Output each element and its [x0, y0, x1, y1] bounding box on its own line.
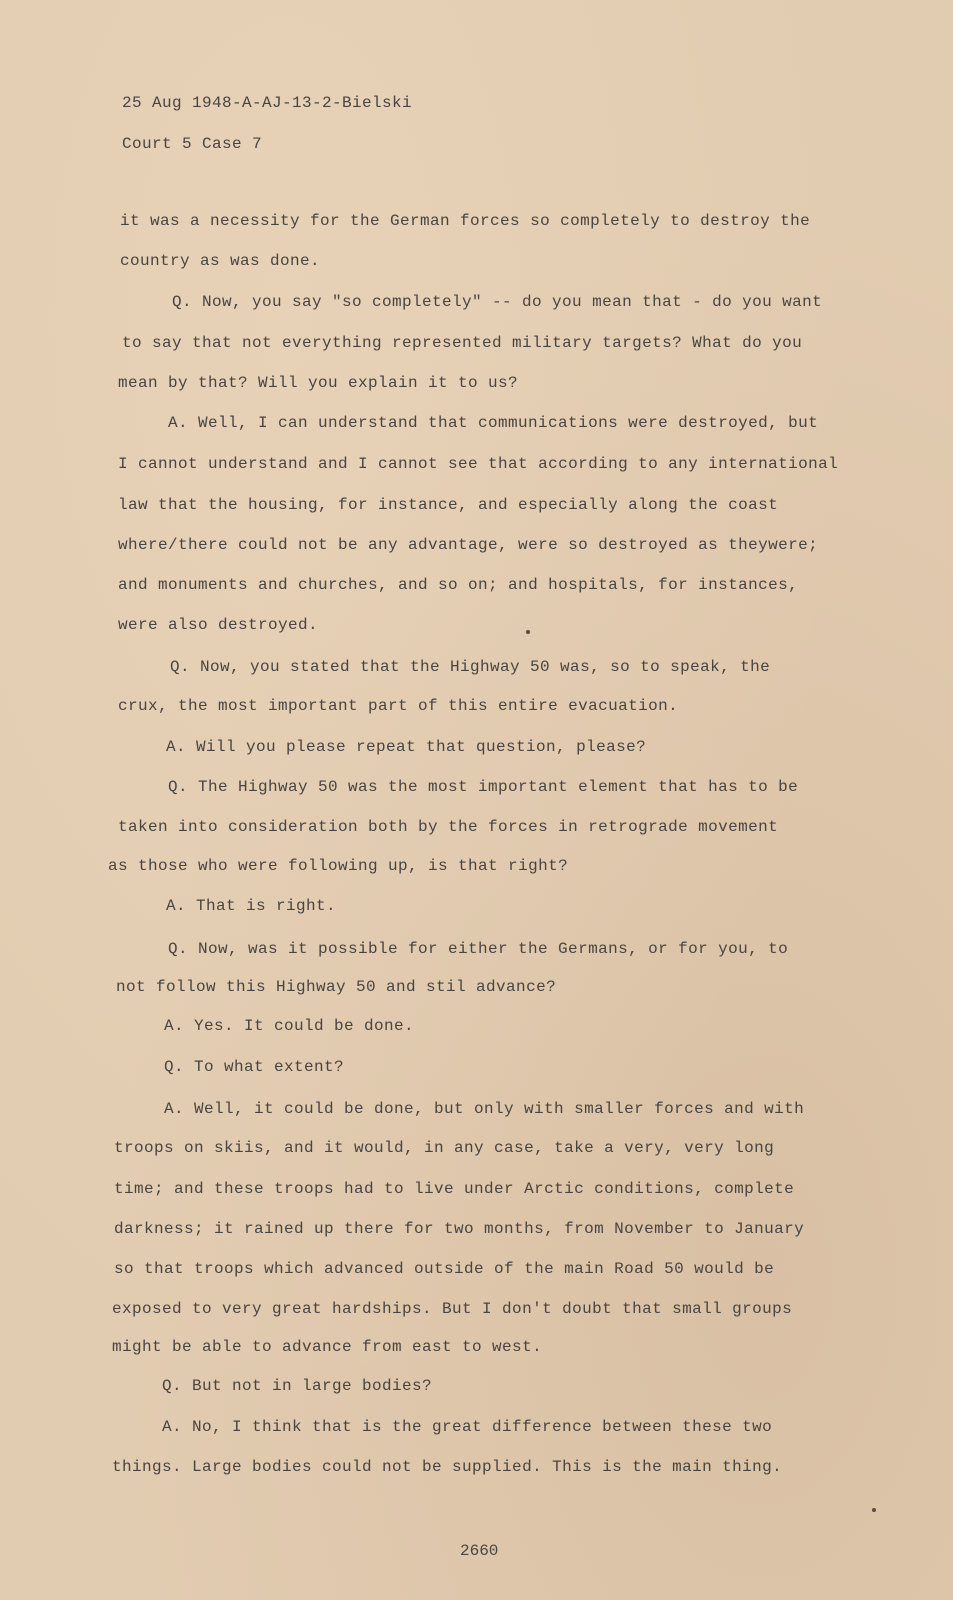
transcript-line: A. Well, I can understand that communications were destroyed, but — [168, 414, 819, 432]
transcript-line: might be able to advance from east to west. — [112, 1338, 543, 1356]
transcript-line: as those who were following up, is that right? — [108, 857, 569, 875]
transcript-line: exposed to very great hardships. But I don't doubt that small groups — [112, 1300, 793, 1318]
transcript-line: troops on skiis, and it would, in any case, take a very, very long — [114, 1139, 775, 1157]
transcript-line: country as was done. — [120, 252, 321, 270]
transcript-line: it was a necessity for the German forces so completely to destroy the — [120, 212, 811, 230]
paper-speck — [872, 1508, 876, 1512]
transcript-line: darkness; it rained up there for two months, from November to January — [114, 1220, 805, 1238]
transcript-line: A. Will you please repeat that question, please? — [166, 738, 647, 756]
transcript-line: Q. But not in large bodies? — [162, 1377, 433, 1395]
header-court-case: Court 5 Case 7 — [122, 135, 263, 153]
transcript-line: and monuments and churches, and so on; and hospitals, for instances, — [118, 576, 799, 594]
transcript-line: mean by that? Will you explain it to us? — [118, 374, 519, 392]
transcript-line: A. Well, it could be done, but only with smaller forces and with — [164, 1100, 805, 1118]
transcript-line: crux, the most important part of this entire evacuation. — [118, 697, 679, 715]
transcript-line: not follow this Highway 50 and stil advance? — [116, 978, 557, 996]
transcript-line: taken into consideration both by the forces in retrograde movement — [118, 818, 779, 836]
transcript-line: to say that not everything represented military targets? What do you — [122, 334, 803, 352]
transcript-line: where/there could not be any advantage, were so destroyed as theywere; — [118, 536, 819, 554]
transcript-line: things. Large bodies could not be supplied. This is the main thing. — [112, 1458, 783, 1476]
transcript-line: I cannot understand and I cannot see that according to any international — [118, 455, 839, 473]
transcript-line: time; and these troops had to live under Arctic conditions, complete — [114, 1180, 795, 1198]
transcript-line: A. No, I think that is the great difference between these two — [162, 1418, 773, 1436]
transcript-line: Q. Now, was it possible for either the Germans, or for you, to — [168, 940, 789, 958]
transcript-line: Q. To what extent? — [164, 1058, 345, 1076]
transcript-line: were also destroyed. — [118, 616, 319, 634]
transcript-line: law that the housing, for instance, and especially along the coast — [118, 496, 779, 514]
page-number: 2660 — [460, 1542, 499, 1560]
paper-speck — [526, 630, 530, 634]
transcript-line: A. That is right. — [166, 897, 337, 915]
transcript-line: A. Yes. It could be done. — [164, 1017, 415, 1035]
transcript-line: Q. The Highway 50 was the most important element that has to be — [168, 778, 799, 796]
transcript-line: Q. Now, you say "so completely" -- do you mean that - do you want — [172, 293, 823, 311]
transcript-line: so that troops which advanced outside of the main Road 50 would be — [114, 1260, 775, 1278]
header-date-code: 25 Aug 1948-A-AJ-13-2-Bielski — [122, 94, 413, 112]
transcript-line: Q. Now, you stated that the Highway 50 was, so to speak, the — [170, 658, 771, 676]
